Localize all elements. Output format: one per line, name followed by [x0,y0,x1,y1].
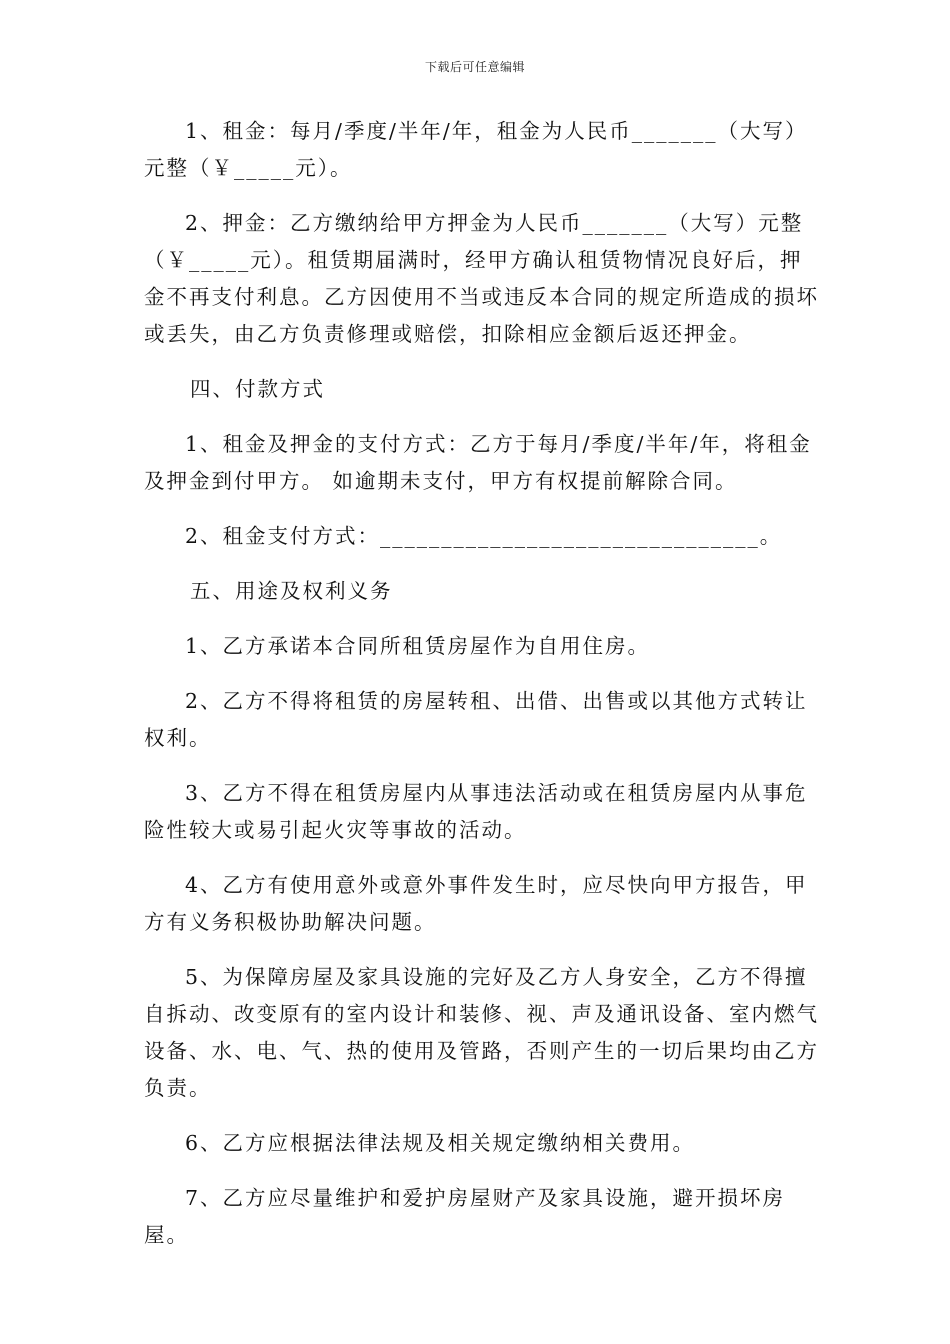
clause-usage-3: 3、乙方不得在租赁房屋内从事违法活动或在租赁房屋内从事危险性较大或易引起火灾等事故的活动。 [144,781,808,842]
clause-usage-7: 7、乙方应尽量维护和爱护房屋财产及家具设施，避开损坏房屋。 [144,1186,786,1247]
header-note: 下载后可任意编辑 [424,60,525,74]
clause-rent: 1、租金：每月/季度/半年/年，租金为人民币_______（大写）元整（￥_____元）。 [144,119,808,180]
clause-usage-1: 1、乙方承诺本合同所租赁房屋作为自用住房。 [185,634,651,658]
clause-payment-method: 1、租金及押金的支付方式：乙方于每月/季度/半年/年，将租金及押金到付甲方。 如逾期未支付，甲方有权提前解除合同。 [144,432,812,493]
clause-usage-6: 6、乙方应根据法律法规及相关规定缴纳相关费用。 [185,1131,696,1155]
clause-deposit: 2、押金：乙方缴纳给甲方押金为人民币_______（大写）元整（￥_____元）。租赁期届满时，经甲方确认租赁物情况良好后，押金不再支付利息。乙方因使用不当或违反本合同的规定所造成的损坏或丢失，由乙方负责修理或赔偿，扣除相应金额后返还押金。 [144,211,819,346]
clause-usage-4: 4、乙方有使用意外或意外事件发生时，应尽快向甲方报告，甲方有义务积极协助解决问题。 [144,873,808,934]
clause-usage-2: 2、乙方不得将租赁的房屋转租、出借、出售或以其他方式转让权利。 [144,689,808,750]
document-body [144,113,824,1272]
section-heading-payment: 四、付款方式 [190,377,325,401]
clause-usage-5: 5、为保障房屋及家具设施的完好及乙方人身安全，乙方不得擅自拆动、改变原有的室内设计和装修、视、声及通讯设备、室内燃气设备、水、电、气、热的使用及管路，否则产生的一切后果均由乙方负责。 [144,965,819,1100]
section-heading-usage: 五、用途及权利义务 [190,579,393,603]
clause-rent-payment-way: 2、租金支付方式：_______________________________。 [185,524,783,548]
